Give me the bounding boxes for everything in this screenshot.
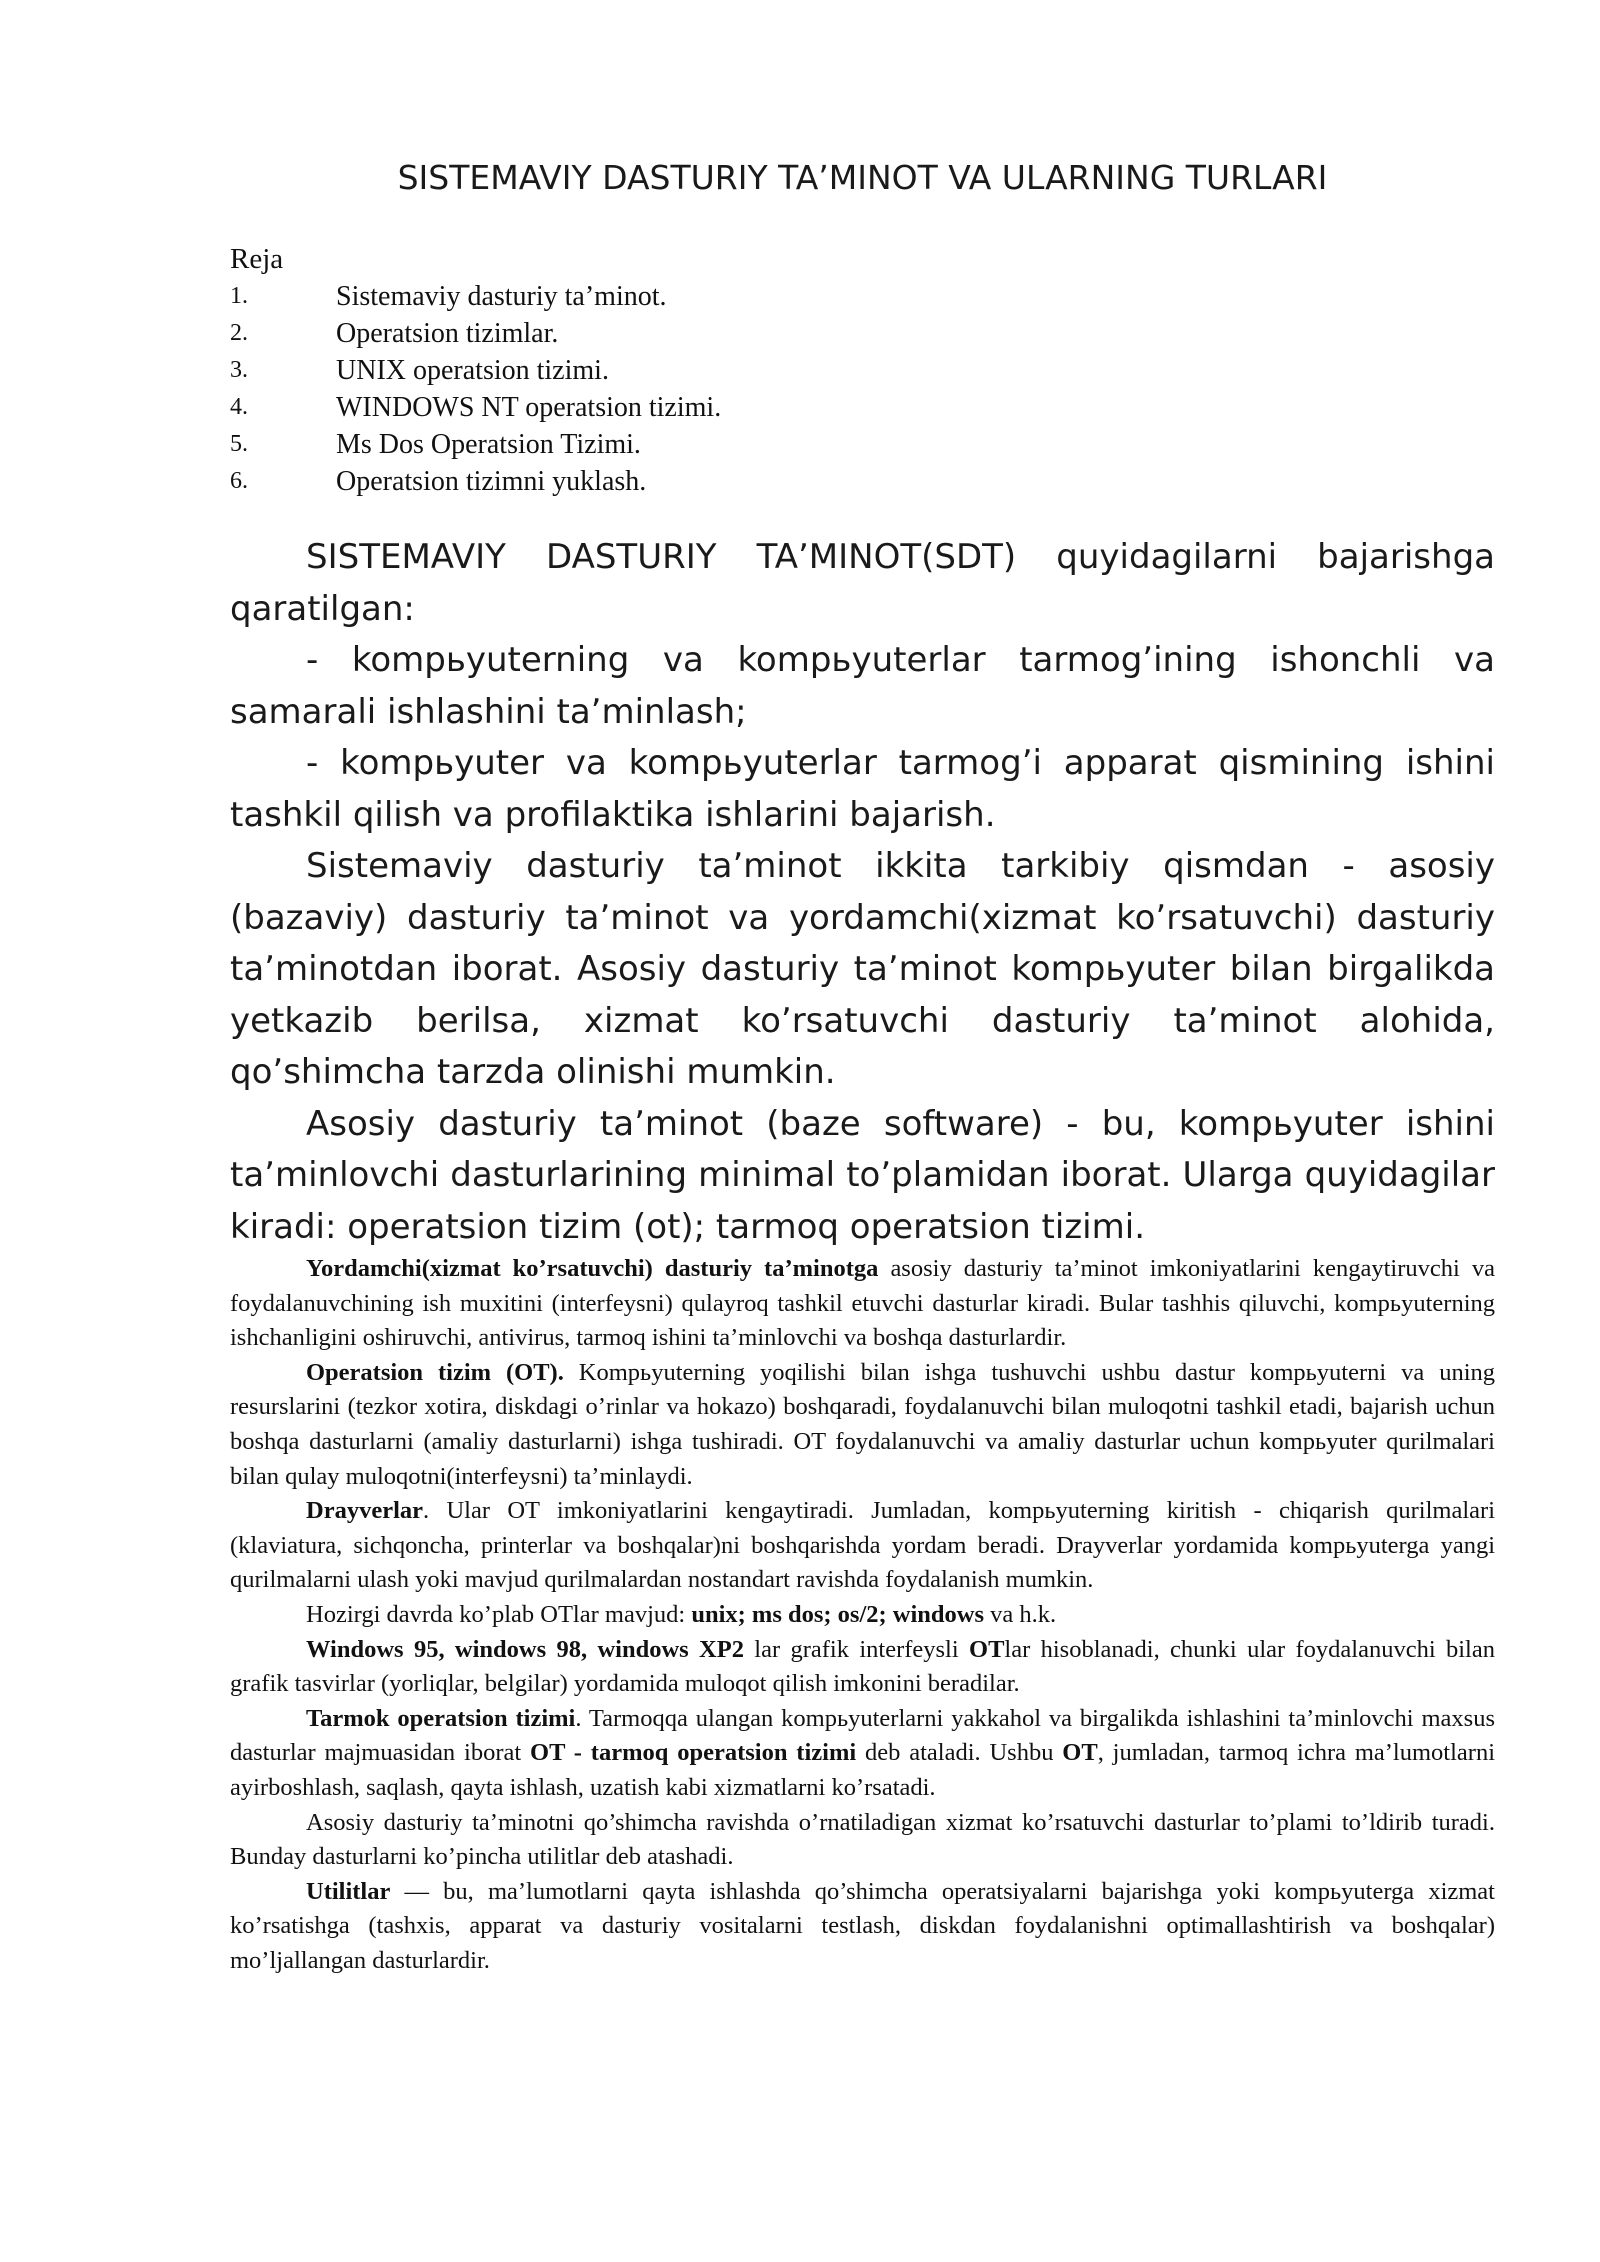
plan-item <box>230 315 1495 352</box>
plan-item <box>230 426 1495 463</box>
bold-term: Drayverlar <box>306 1497 423 1525</box>
intro-paragraph: - kompьyuter va kompьyuterlar tarmog’i apparat qismining ishini tashkil qilish va profilaktika ishlarini bajarish. <box>230 743 1495 835</box>
bold-term: OT - tarmoq operatsion tizimi <box>530 1739 857 1767</box>
paragraph-text: lar grafik interfeysli <box>743 1635 970 1663</box>
bold-term: Windows 95, windows 98, windows XP2 <box>306 1635 744 1663</box>
paragraph-tarmok <box>230 1702 1495 1806</box>
bold-term: Tarmok operatsion tizimi <box>306 1704 576 1732</box>
plan-item-number: 4. <box>230 394 248 420</box>
paragraph-yordamchi <box>230 1252 1495 1356</box>
paragraph-text: . Tarmoqqa ulangan kompьyuterlarni yakkahol va birgalikda ishlashini ta’minlovchi maxsus dasturlar majmuasidan iborat <box>230 1704 1495 1767</box>
plan-item-number: 1. <box>230 283 248 309</box>
paragraph-drayverlar <box>230 1494 1495 1598</box>
paragraph-windows <box>230 1633 1495 1702</box>
paragraph-text: Hozirgi davrda ko’plab OTlar mavjud: <box>306 1600 692 1628</box>
bold-term: OT <box>969 1635 1005 1663</box>
plan-item <box>230 352 1495 389</box>
paragraph-text: lar hisoblanadi, chunki ular foydalanuvchi bilan grafik tasvirlar (yorliqlar, belgilar) yordamida muloqot qilish imkonini beradilar. <box>230 1635 1495 1698</box>
paragraph-utilitlar <box>230 1875 1495 1979</box>
plan-item-number: 3. <box>230 357 248 383</box>
plan-item-text: Ms Dos Operatsion Tizimi. <box>336 429 641 460</box>
plan-item-number: 6. <box>230 468 248 494</box>
bold-term: OT <box>1062 1739 1098 1767</box>
document-title: SISTEMAVIY DASTURIY TA’MINOT VA ULARNING TURLARI <box>397 158 1328 197</box>
bold-term: unix; ms dos; os/2; windows <box>691 1600 985 1628</box>
plan-item-text: WINDOWS NT operatsion tizimi. <box>336 392 722 423</box>
plan-item-text: Operatsion tizimlar. <box>336 318 559 349</box>
paragraph-text: . Ular OT imkoniyatlarini kengaytiradi. Jumladan, kompьyuterning kiritish - chiqarish qurilmalari (klaviatura, sichqoncha, printerlar va boshqalar)ni boshqarishda yordam beradi. Drayverlar yordamida kompьyuterga yangi qurilmalarni ulash yoki mavjud qurilmalardan nostandart ravishda foydalanish mumkin. <box>230 1497 1495 1594</box>
intro-section <box>230 532 1495 1253</box>
intro-paragraph: SISTEMAVIY DASTURIY TA’MINOT(SDT) quyidagilarni bajarishga qaratilgan: <box>230 537 1495 629</box>
paragraph-hozirgi <box>230 1598 1495 1633</box>
paragraph-text: Kompьyuterning yoqilishi bilan ishga tushuvchi ushbu dastur kompьyuterni va uning resurslarini (tezkor xotira, diskdagi o’rinlar va hokazo) boshqaradi, foydalanuvchi bilan muloqotni tashkil etadi, bajarish uchun boshqa dasturlarni (amaliy dasturlarni) ishga tushiradi. OT foydalanuvchi va amaliy dasturlar uchun kompьyuter qurilmalari bilan qulay muloqotni(interfeysni) ta’minlaydi. <box>230 1358 1496 1490</box>
paragraph-text: va h.k. <box>984 1600 1057 1628</box>
intro-paragraph: - kompьyuterning va kompьyuterlar tarmog’ining ishonchli va samarali ishlashini ta’minlash; <box>230 640 1495 732</box>
paragraph-text: deb ataladi. Ushbu <box>856 1739 1063 1767</box>
intro-paragraph: Sistemaviy dasturiy ta’minot ikkita tarkibiy qismdan - asosiy (bazaviy) dasturiy ta’minot va yordamchi(xizmat ko’rsatuvchi) dasturiy ta’minotdan iborat. Asosiy dasturiy ta’minot kompьyuter bilan birgalikda yetkazib berilsa, xizmat ko’rsatuvchi dasturiy ta’minot alohida, qo’shimcha tarzda olinishi mumkin. <box>230 846 1495 1092</box>
plan-item <box>230 463 1495 500</box>
plan-item-text: Sistemaviy dasturiy ta’minot. <box>336 281 667 312</box>
plan-label: Reja <box>230 243 284 275</box>
body-section <box>230 1252 1495 1978</box>
plan-item-text: Operatsion tizimni yuklash. <box>336 466 647 497</box>
paragraph-asosiy-qoshimcha: Asosiy dasturiy ta’minotni qo’shimcha ravishda o’rnatiladigan xizmat ko’rsatuvchi dasturlar to’plami to’ldirib turadi. Bunday dasturlarni ko’pincha utilitlar deb atashadi. <box>230 1808 1495 1871</box>
plan-item-text: UNIX operatsion tizimi. <box>336 355 609 386</box>
paragraph-operatsion-tizim <box>230 1356 1495 1494</box>
bold-term: Utilitlar <box>306 1877 391 1905</box>
plan-item-number: 2. <box>230 320 248 346</box>
paragraph-text: — bu, ma’lumotlarni qayta ishlashda qo’shimcha operatsiyalarni bajarishga yoki kompьyuterga xizmat ko’rsatishga (tashxis, apparat va dasturiy vositalarni testlash, diskdan foydalanishni optimallashtirish va boshqalar) mo’ljallangan dasturlardir. <box>230 1877 1495 1974</box>
plan-item-number: 5. <box>230 431 248 457</box>
bold-term: Operatsion tizim (OT). <box>306 1358 564 1386</box>
plan-item <box>230 389 1495 426</box>
bold-term: Yordamchi(xizmat ko’rsatuvchi) dasturiy ta’minotga <box>306 1255 879 1282</box>
plan-item <box>230 278 1495 315</box>
plan-section <box>230 240 1495 500</box>
intro-paragraph: Asosiy dasturiy ta’minot (baze software) - bu, kompьyuter ishini ta’minlovchi dasturlarining minimal to’plamidan iborat. Ularga quyidagilar kiradi: operatsion tizim (ot); tarmoq operatsion tizimi. <box>230 1103 1495 1247</box>
paragraph-text: asosiy dasturiy ta’minot imkoniyatlarini kengaytiruvchi va foydalanuvchining ish muxitini (interfeysni) qulayroq tashkil etuvchi dasturlar kiradi. Bular tashhis qiluvchi, kompьyuterning ishchanligini oshiruvchi, antivirus, tarmoq ishini ta’minlovchi va boshqa dasturlardir. <box>230 1255 1495 1352</box>
paragraph-text: , jumladan, tarmoq ichra ma’lumotlarni ayirboshlash, saqlash, qayta ishlash, uzatish kabi xizmatlarni ko’rsatadi. <box>230 1739 1495 1801</box>
